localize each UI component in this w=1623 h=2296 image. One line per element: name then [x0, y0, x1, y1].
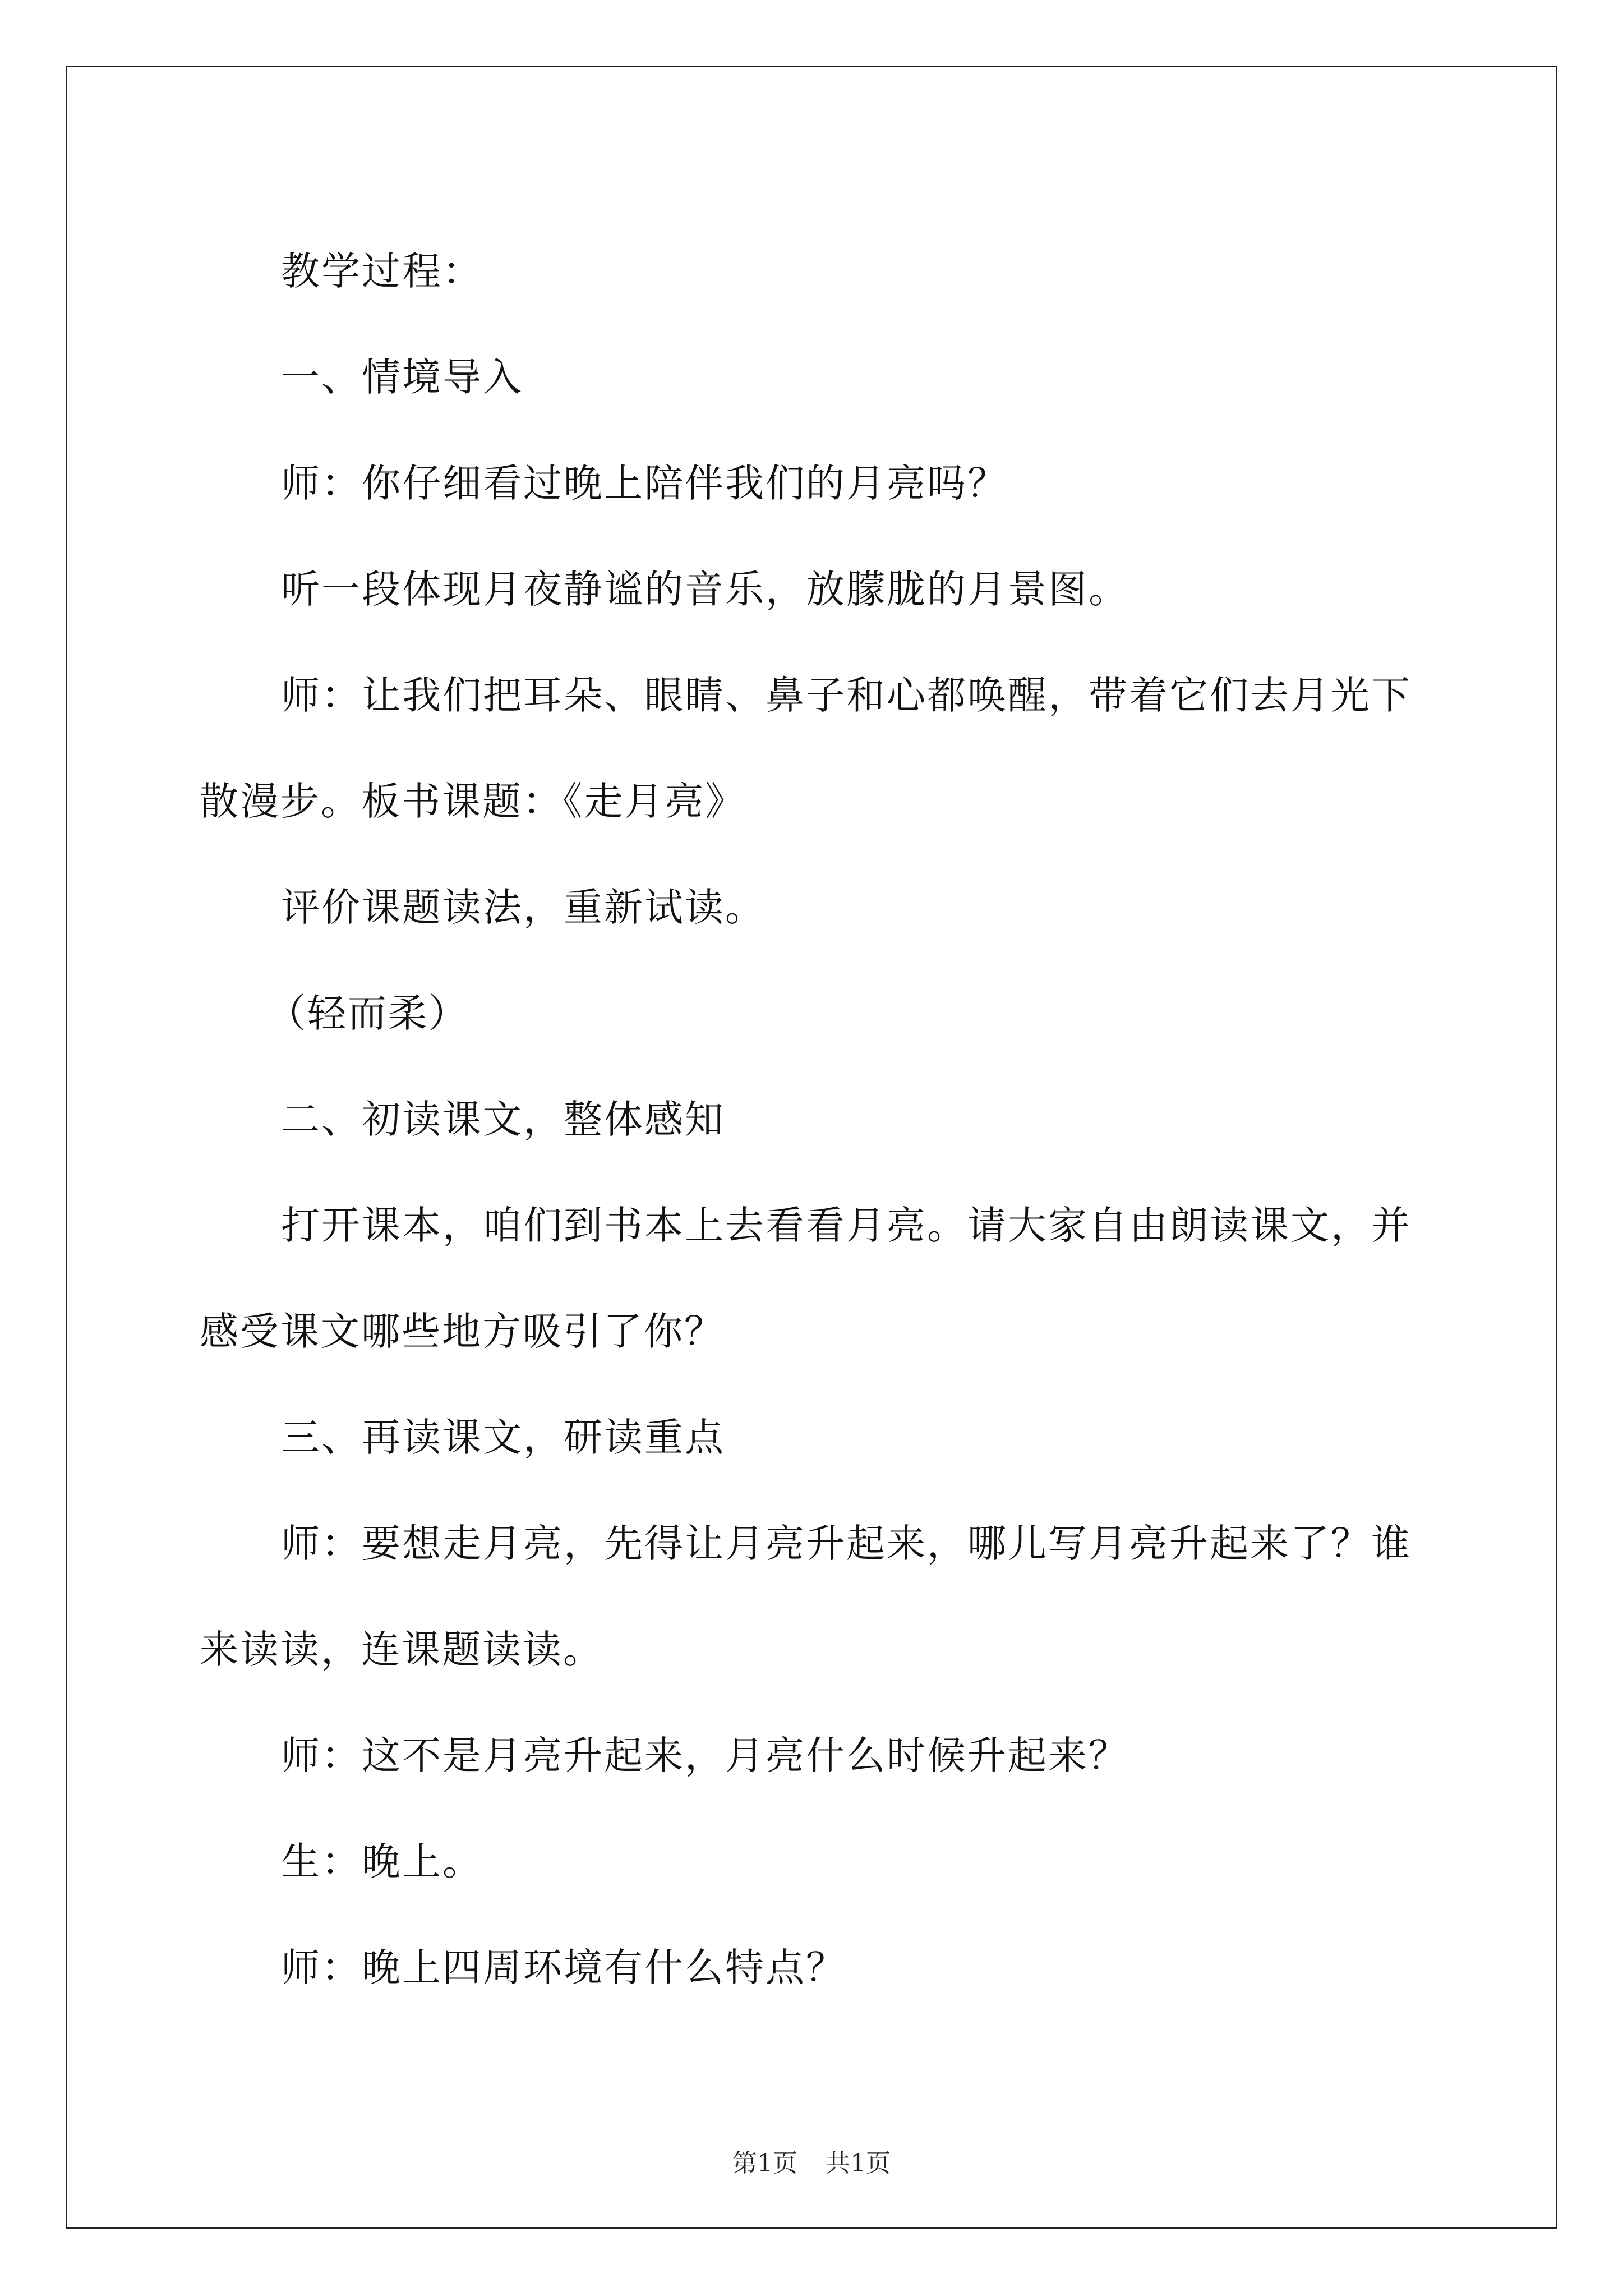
- paragraph-note: （轻而柔）: [267, 991, 469, 1036]
- paragraph-section-one: 一、情境导入: [281, 355, 523, 400]
- document-body: [200, 219, 1428, 2021]
- paragraph: 师：这不是月亮升起来，月亮什么时候升起来？: [281, 1733, 1129, 1778]
- paragraph: 打开课本，咱们到书本上去看看月亮。请大家自由朗读课文，并感受课文哪些地方吸引了你？: [200, 1203, 1412, 1354]
- page-number: 第1页: [732, 2149, 797, 2178]
- paragraph: 师：要想走月亮，先得让月亮升起来，哪儿写月亮升起来了？谁来读读，连课题读读。: [200, 1521, 1412, 1672]
- paragraph: 评价课题读法，重新试读。: [281, 885, 766, 930]
- paragraph-section-three: 三、再读课文，研读重点: [281, 1415, 725, 1460]
- paragraph-section-two: 二、初读课文，整体感知: [281, 1097, 725, 1142]
- paragraph: 师：晚上四周环境有什么特点？: [281, 1945, 846, 1990]
- paragraph: 师：让我们把耳朵、眼睛、鼻子和心都唤醒，带着它们去月光下散漫步。板书课题：《走月亮》: [200, 673, 1412, 824]
- page-footer: [0, 2143, 1623, 2179]
- page-total: 共1页: [826, 2149, 891, 2178]
- paragraph-heading-teaching-process: 教学过程：: [281, 249, 483, 294]
- paragraph: 听一段体现月夜静谧的音乐，放朦胧的月景图。: [281, 567, 1129, 612]
- paragraph: 师：你仔细看过晚上陪伴我们的月亮吗？: [281, 461, 1008, 506]
- paragraph: 生：晚上。: [281, 1839, 483, 1884]
